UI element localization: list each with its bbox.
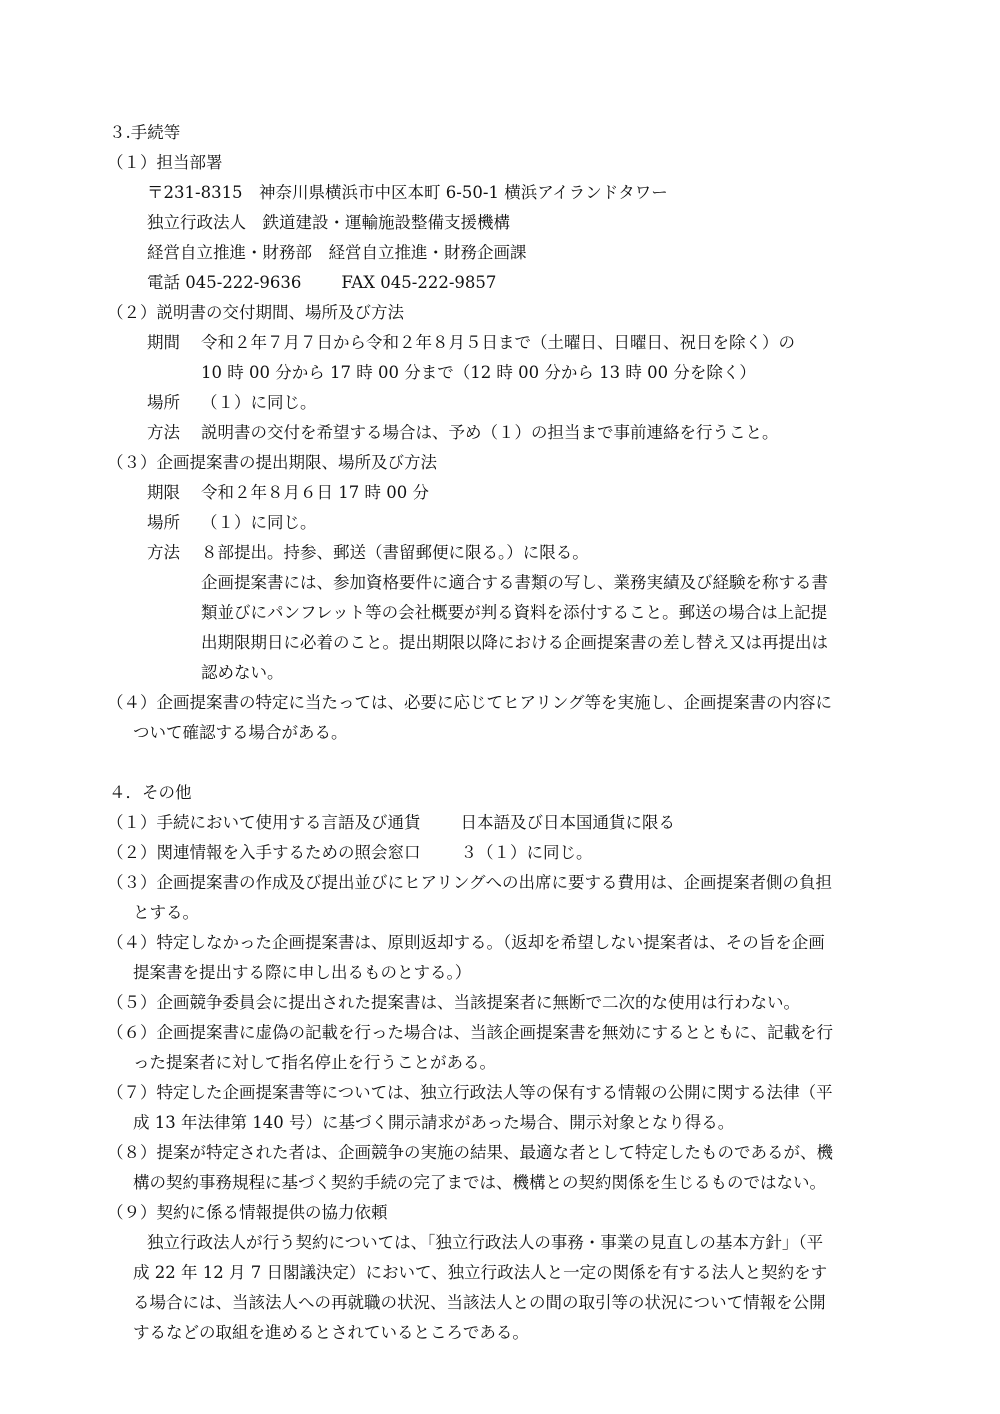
s3-department: 経営自立推進・財務部 経営自立推進・財務企画課 <box>147 243 527 262</box>
s3-tel: 電話 045-222-9636 <box>147 273 302 292</box>
deadline-text: 令和２年８月６日 17 時 00 分 <box>201 483 429 502</box>
s3-item3-place <box>107 508 900 538</box>
s4-item1-heading: （１）手続において使用する言語及び通貨 <box>107 813 421 832</box>
s4-item3-line-2: とする。 <box>133 903 199 922</box>
s4-item9-heading: （９）契約に係る情報提供の協力依頼 <box>107 1203 388 1222</box>
s4-item1-value: 日本語及び日本国通貨に限る <box>460 813 675 832</box>
s3-item1-heading: （１）担当部署 <box>107 153 223 172</box>
s3-organization: 独立行政法人 鉄道建設・運輸施設整備支援機構 <box>147 213 510 232</box>
s4-item6-line-1: （６）企画提案書に虚偽の記載を行った場合は、当該企画提案書を無効にするとともに、記載を行 <box>107 1023 833 1042</box>
method-text: 説明書の交付を希望する場合は、予め（１）の担当まで事前連絡を行うこと。 <box>201 423 779 442</box>
s3-item3-note-4: 認めない。 <box>201 663 284 682</box>
s4-item2 <box>107 838 900 868</box>
place-label: 場所 <box>147 393 180 412</box>
s3-item3-note-1: 企画提案書には、参加資格要件に適合する書類の写し、業務実績及び経験を称する書 <box>201 573 828 592</box>
s3-fax: FAX 045-222-9857 <box>341 273 497 292</box>
s4-item9-line-1: 独立行政法人が行う契約については、「独立行政法人の事務・事業の見直しの基本方針」（平 <box>147 1233 824 1252</box>
s4-item9-line-3: る場合には、当該法人への再就職の状況、当該法人との間の取引等の状況について情報を公開 <box>133 1293 826 1312</box>
s4-item7-line-2: 成 13 年法律第 140 号）に基づく開示請求があった場合、開示対象となり得る。 <box>133 1113 735 1132</box>
deadline-label: 期限 <box>147 483 180 502</box>
s4-item1 <box>107 808 900 838</box>
section-3-title: ３.手続等 <box>109 123 181 142</box>
period-text-2: 10 時 00 分から 17 時 00 分まで（12 時 00 分から 13 時 00 分を除く） <box>201 363 756 382</box>
method-text: ８部提出。持参、郵送（書留郵便に限る。）に限る。 <box>201 543 589 562</box>
place-text: （１）に同じ。 <box>201 393 317 412</box>
s3-item3-deadline <box>107 478 900 508</box>
place-text: （１）に同じ。 <box>201 513 317 532</box>
period-text-1: 令和２年７月７日から令和２年８月５日まで（土曜日、日曜日、祝日を除く）の <box>201 333 795 352</box>
s3-item4-line-2: ついて確認する場合がある。 <box>133 723 348 742</box>
s3-item2-method <box>107 418 900 448</box>
s4-item9-line-2: 成 22 年 12 月 7 日閣議決定）において、独立行政法人と一定の関係を有する法人と契約をす <box>133 1263 828 1282</box>
s3-item2-place <box>107 388 900 418</box>
section-4-title: ４．その他 <box>109 783 192 802</box>
s3-item3-note-3: 出期限期日に必着のこと。提出期限以降における企画提案書の差し替え又は再提出は <box>201 633 828 652</box>
s3-item3-method <box>107 538 900 568</box>
s4-item3-line-1: （３）企画提案書の作成及び提出並びにヒアリングへの出席に要する費用は、企画提案者側の負担 <box>107 873 833 892</box>
s4-item2-heading: （２）関連情報を入手するための照会窓口 <box>107 843 421 862</box>
s4-item5-line-1: （５）企画競争委員会に提出された提案書は、当該提案者に無断で二次的な使用は行わない。 <box>107 993 800 1012</box>
s4-item8-line-1: （８）提案が特定された者は、企画競争の実施の結果、最適な者として特定したものであるが、機 <box>107 1143 833 1162</box>
s3-item3-heading: （３）企画提案書の提出期限、場所及び方法 <box>107 453 437 472</box>
s4-item8-line-2: 構の契約事務規程に基づく契約手続の完了までは、機構との契約関係を生じるものではない。 <box>133 1173 826 1192</box>
s4-item6-line-2: った提案者に対して指名停止を行うことがある。 <box>133 1053 496 1072</box>
s4-item9-line-4: するなどの取組を進めるとされているところである。 <box>133 1323 529 1342</box>
s4-item7-line-1: （７）特定した企画提案書等については、独立行政法人等の保有する情報の公開に関する法律（平 <box>107 1083 833 1102</box>
place-label: 場所 <box>147 513 180 532</box>
s3-item2-heading: （２）説明書の交付期間、場所及び方法 <box>107 303 404 322</box>
s4-item4-line-2: 提案書を提出する際に申し出るものとする。） <box>133 963 472 982</box>
method-label: 方法 <box>147 423 180 442</box>
s4-item2-value: ３（１）に同じ。 <box>460 843 593 862</box>
s3-item3-note-2: 類並びにパンフレット等の会社概要が判る資料を添付すること。郵送の場合は上記提 <box>201 603 828 622</box>
s3-item4-line-1: （４）企画提案書の特定に当たっては、必要に応じてヒアリング等を実施し、企画提案書の内容に <box>107 693 833 712</box>
method-label: 方法 <box>147 543 180 562</box>
s3-contact <box>107 268 900 298</box>
s3-item2-period <box>107 328 900 358</box>
s3-address: 〒231-8315 神奈川県横浜市中区本町 6-50-1 横浜アイランドタワー <box>147 183 668 202</box>
s4-item4-line-1: （４）特定しなかった企画提案書は、原則返却する。（返却を希望しない提案者は、その旨を企画 <box>107 933 825 952</box>
period-label: 期間 <box>147 333 180 352</box>
